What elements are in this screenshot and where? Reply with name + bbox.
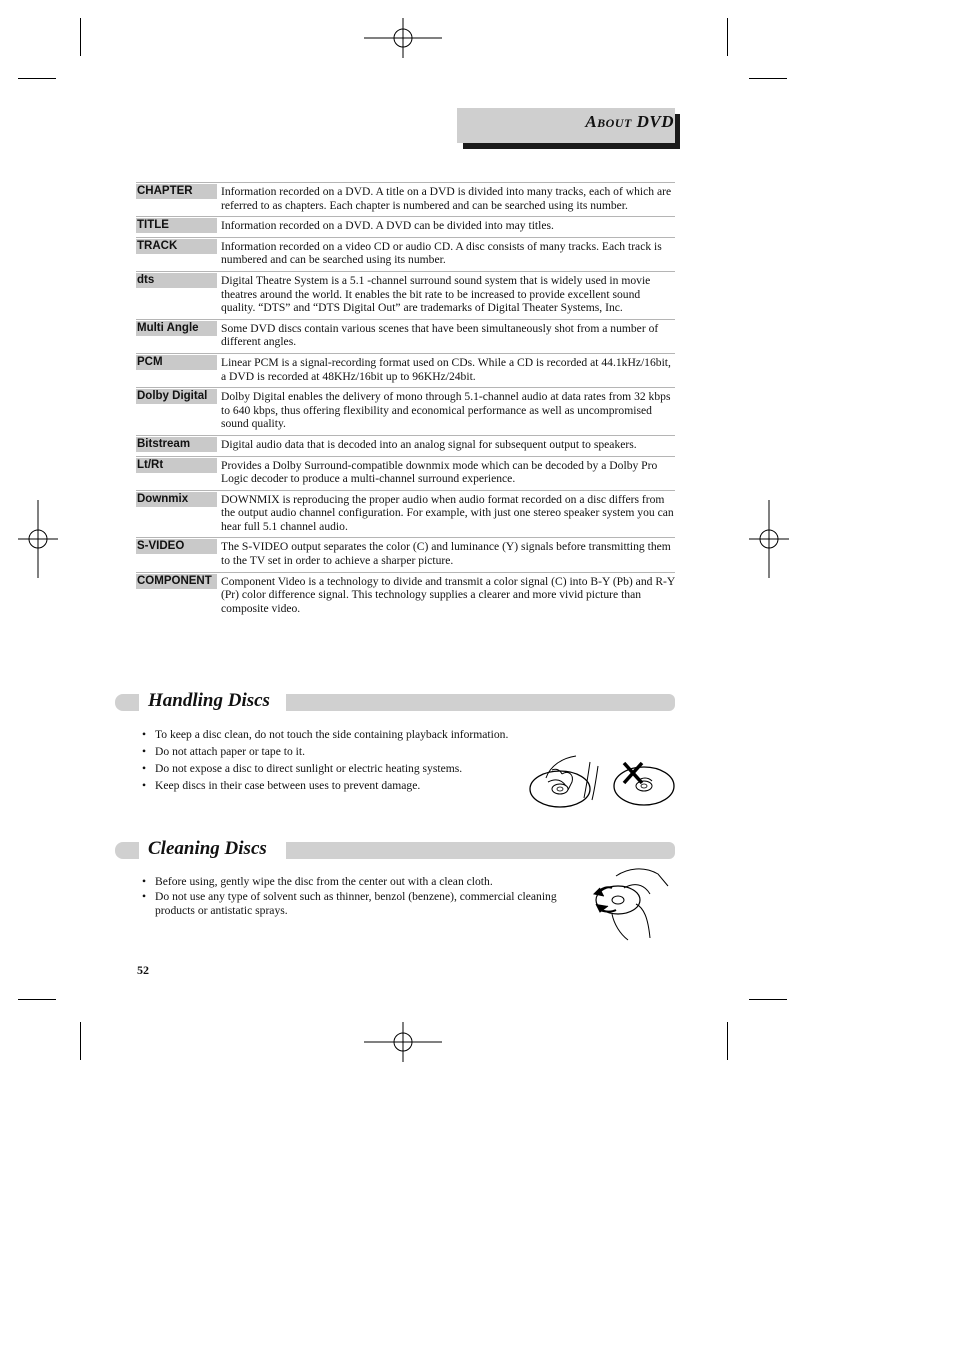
glossary-term: Bitstream (136, 437, 217, 452)
glossary-definition: Information recorded on a DVD. A title on a DVD is divided into many tracks, each of which are referred to as chapters. Each chapter is numbered and can be searched using its number. (221, 185, 672, 212)
glossary-definition: DOWNMIX is reproducing the proper audio when audio format recorded on a disc differs from the output audio channel configuration. For example, with just one stereo speaker system you can hear full 5.1 channel audio. (221, 492, 674, 533)
glossary-row (136, 353, 675, 387)
glossary-row (136, 271, 675, 319)
glossary-row (136, 537, 675, 571)
glossary-term: Dolby Digital (136, 389, 217, 404)
glossary-row (136, 237, 675, 271)
list-item: • Keep discs in their case between uses to prevent damage. (137, 777, 508, 794)
glossary-row (136, 216, 675, 237)
glossary-term: Multi Angle (136, 321, 217, 336)
list-item: • Do not use any type of solvent such as thinner, benzol (benzene), commercial cleaning products or antistatic sprays. (137, 890, 577, 918)
glossary-row (136, 456, 675, 490)
list-item: • Do not attach paper or tape to it. (137, 743, 508, 760)
glossary-row (136, 435, 675, 456)
registration-mark-right (749, 500, 789, 578)
glossary-definition: Linear PCM is a signal-recording format used on CDs. While a CD is recorded at 44.1kHz/16bit, a DVD is recorded at 48KHz/16bit up to 96KHz/24bit. (221, 355, 671, 383)
glossary-term: dts (136, 273, 217, 288)
glossary-table (136, 182, 675, 619)
glossary-term: Lt/Rt (136, 458, 217, 473)
registration-mark-bottom (364, 1022, 442, 1062)
page-number: 52 (137, 963, 149, 977)
glossary-definition: The S-VIDEO output separates the color (C) and luminance (Y) signals before transmitting them to the TV set in order to achieve a sharper picture. (221, 540, 671, 568)
glossary-definition: Information recorded on a DVD. A DVD can be divided into may titles. (221, 219, 554, 233)
list-item: • Do not expose a disc to direct sunlight or electric heating systems. (137, 760, 508, 777)
glossary-definition: Some DVD discs contain various scenes that have been simultaneously shot from a number of different angles. (221, 321, 659, 349)
glossary-row (136, 319, 675, 353)
glossary-definition: Dolby Digital enables the delivery of mono through 5.1-channel audio at data rates from 32 kbps to 640 kbps, thus offering flexibility and economical performance as well as uncompromised sound quality. (221, 390, 671, 431)
glossary-term: TRACK (136, 239, 217, 254)
glossary-definition: Digital audio data that is decoded into an analog signal for subsequent output to speakers. (221, 437, 637, 451)
handling-discs-title: Handling Discs (148, 690, 270, 711)
list-item: • Before using, gently wipe the disc from the center out with a clean cloth. (137, 873, 577, 890)
list-item: • To keep a disc clean, do not touch the side containing playback information. (137, 726, 508, 743)
section-header-title: About DVD (585, 112, 674, 131)
cleaning-discs-list (137, 873, 577, 918)
cleaning-discs-title: Cleaning Discs (148, 838, 267, 859)
glossary-row (136, 572, 675, 620)
registration-mark-top (364, 18, 442, 58)
glossary-definition: Digital Theatre System is a 5.1 -channel surround sound system that is widely used in movie theatres around the world. It enables the bit rate to be increased to provide excellent sound quality. “DTS” and “DTS Digital Out” are trademarks of Digital Theater Systems, Inc. (221, 273, 651, 315)
glossary-row (136, 182, 675, 216)
disc-cleaning-illustration (588, 864, 672, 942)
glossary-definition: Provides a Dolby Surround-compatible downmix mode which can be decoded by a Dolby Pro Logic decoder to produce a multi-channel surround experience. (221, 458, 658, 486)
glossary-term: Downmix (136, 492, 217, 507)
glossary-row (136, 387, 675, 435)
glossary-term: TITLE (136, 218, 217, 233)
glossary-term: S-VIDEO (136, 539, 217, 554)
section-header-bar (286, 842, 675, 859)
handling-discs-list (137, 726, 508, 794)
glossary-term: CHAPTER (136, 184, 217, 199)
disc-wrong-handling-illustration (612, 759, 678, 809)
glossary-definition: Information recorded on a video CD or audio CD. A disc consists of many tracks. Each track is numbered and can be searched using its number. (221, 239, 662, 267)
glossary-term: COMPONENT (136, 574, 217, 589)
glossary-term: PCM (136, 355, 217, 370)
section-header-bar (286, 694, 675, 711)
glossary-definition: Component Video is a technology to divide and transmit a color signal (C) into B-Y (Pb) and R-Y (Pr) color difference signal. This technology supplies a clearer and more vivid picture than composite video. (221, 574, 675, 615)
registration-mark-left (18, 500, 58, 578)
disc-correct-handling-illustration (528, 752, 602, 812)
section-header-cap (115, 842, 139, 859)
glossary-row (136, 490, 675, 538)
section-header-cap (115, 694, 139, 711)
